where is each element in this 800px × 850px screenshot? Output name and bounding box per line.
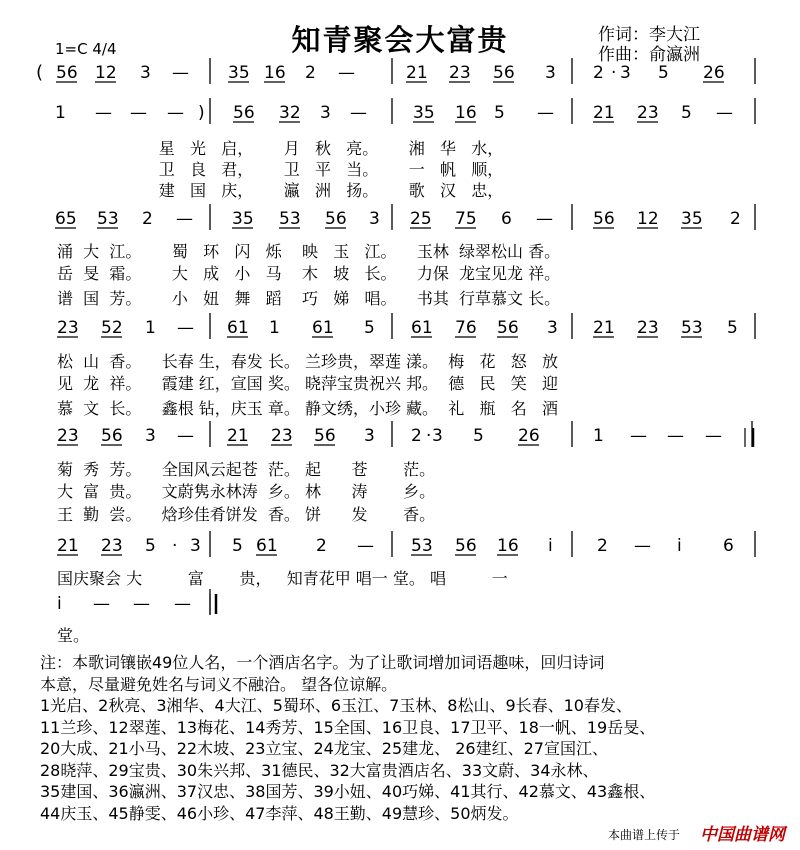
note-1-9: 35: [413, 103, 435, 123]
note-1-0: 1: [55, 103, 66, 123]
note-2-11: —: [536, 209, 553, 229]
page-title: 知青聚会大富贵: [291, 23, 509, 57]
intro-open-paren: (: [36, 62, 44, 83]
note-0-12: 2: [593, 63, 604, 83]
note-4-8: 2: [411, 426, 422, 446]
note-3-9: 76: [455, 318, 477, 338]
lyric-line: 星 光 启， 月 秋 亮。 湘 华 水，: [57, 139, 504, 158]
note-0-11: 3: [545, 63, 556, 83]
note-5-16: 6: [723, 536, 734, 556]
note-3-8: 61: [411, 318, 433, 338]
lyric-line: 建 国 庆， 瀛 洲 扬。 歌 汉 忠，: [57, 181, 504, 200]
note-3-13: 23: [637, 318, 659, 338]
note-6-3: —: [174, 594, 191, 614]
note-5-15: i: [677, 536, 682, 556]
upload-credit: 本曲谱上传于: [608, 828, 681, 842]
note-4-5: 23: [271, 426, 293, 446]
note-4-3: —: [177, 426, 194, 446]
note-2-5: 53: [279, 209, 301, 229]
note-0-7: —: [338, 63, 355, 83]
note-4-15: —: [667, 426, 684, 446]
note-3-2: 1: [145, 318, 156, 338]
note-3-12: 21: [593, 318, 615, 338]
note-1-10: 16: [455, 103, 477, 123]
note-0-9: 23: [449, 63, 471, 83]
note-4-1: 56: [101, 426, 123, 446]
note-3-0: 23: [57, 318, 79, 338]
note-3-5: 1: [269, 318, 280, 338]
composer-credit: 作曲：俞瀛洲: [598, 45, 700, 65]
lyric-line: 见 龙 祥。 霞建 红，宣国 奖。 晓萍宝贵祝兴 邦。 德 民 笑 迎: [57, 374, 558, 393]
note-1-2: —: [130, 103, 147, 123]
note-4-6: 56: [314, 426, 336, 446]
lyric-line: 菊 秀 芳。 全国风云起苍 茫。 起 苍 茫。: [57, 460, 436, 479]
note-5-1: 23: [101, 536, 123, 556]
note-line: 本意，尽量避免姓名与词义不融洽。 望各位谅解。: [40, 674, 398, 694]
note-0-16: 26: [703, 63, 725, 83]
note-3-6: 61: [312, 318, 334, 338]
lyric-line: 王 勤 尝。 焓珍佳肴饼发 香。 饼 发 香。: [57, 505, 436, 524]
note-5-11: 16: [497, 536, 519, 556]
note-2-2: 2: [142, 209, 153, 229]
note-6-2: —: [133, 594, 150, 614]
note-0-8: 21: [406, 63, 428, 83]
note-line: 28晓萍、29宝贵、30朱兴邦、31德民、32大富贵酒店名、33文蔚、34永林、: [40, 760, 599, 780]
note-3-11: 3: [547, 318, 558, 338]
site-logo: 中国曲谱网: [700, 825, 785, 845]
lyric-line: 卫 良 君， 卫 平 当。 一 帆 顺，: [57, 160, 504, 179]
note-4-14: —: [630, 426, 647, 446]
note-1-13: 21: [593, 103, 615, 123]
note-0-13: ·: [611, 63, 617, 83]
note-4-0: 23: [57, 426, 79, 446]
note-2-15: 2: [730, 209, 741, 229]
note-2-14: 35: [681, 209, 703, 229]
note-1-8: —: [350, 103, 367, 123]
note-5-10: 56: [455, 536, 477, 556]
note-5-14: —: [634, 536, 651, 556]
note-0-15: 5: [658, 63, 669, 83]
note-line: 11兰珍、12翠莲、13梅花、14秀芳、15全国、16卫良、17卫平、18一帆、19岳旻、: [40, 717, 656, 737]
note-2-9: 75: [455, 209, 477, 229]
note-3-1: 52: [101, 318, 123, 338]
note-0-5: 16: [264, 63, 286, 83]
note-4-16: —: [705, 426, 722, 446]
note-2-3: —: [176, 209, 193, 229]
note-3-14: 53: [681, 318, 703, 338]
note-4-7: 3: [364, 426, 375, 446]
note-4-11: 5: [473, 426, 484, 446]
note-0-6: 2: [305, 63, 316, 83]
note-3-15: 5: [727, 318, 738, 338]
note-6-1: —: [93, 594, 110, 614]
note-2-4: 35: [232, 209, 254, 229]
note-5-4: 3: [190, 536, 201, 556]
note-0-10: 56: [493, 63, 515, 83]
note-line: 35建国、36瀛洲、37汉忠、38国芳、39小妞、40巧娣、41其行、42慕文、43鑫根、: [40, 782, 656, 801]
lyric-line: 国庆聚会 大 富 贵， 知青花甲 唱一 堂。 唱 一: [57, 569, 508, 588]
note-2-8: 25: [410, 209, 432, 229]
note-1-14: 23: [637, 103, 659, 123]
lyric-line: 大 富 贵。 文蔚隽永林涛 乡。 林 涛 乡。: [57, 482, 436, 501]
note-1-15: 5: [681, 103, 692, 123]
note-3-7: 5: [364, 318, 375, 338]
note-5-0: 21: [57, 536, 79, 556]
note-0-14: 3: [620, 63, 631, 83]
note-2-1: 53: [97, 209, 119, 229]
note-line: 20大成、21小马、22木坡、23立宝、24龙宝、25建龙、 26建红、27宣国江、: [40, 739, 608, 758]
note-4-13: 1: [593, 426, 604, 446]
note-1-5: 56: [233, 103, 255, 123]
lyric-line: 松 山 香。 长春 生，春发 长。 兰珍贵，翠莲 漾。 梅 花 怒 放: [57, 352, 558, 371]
note-1-7: 3: [320, 103, 331, 123]
lyric-line: 谱 国 芳。 小 妞 舞 蹈 巧 娣 唱。 书其 行草慕文 长。: [57, 289, 561, 308]
note-2-13: 12: [637, 209, 659, 229]
note-5-13: 2: [597, 536, 608, 556]
note-3-4: 61: [227, 318, 249, 338]
note-2-12: 56: [593, 209, 615, 229]
note-1-6: 32: [279, 103, 301, 123]
note-5-7: 2: [316, 536, 327, 556]
note-1-4: ): [198, 103, 205, 123]
note-0-0: 56: [56, 63, 78, 83]
lyric-line: 岳 旻 霜。 大 成 小 马 木 坡 长。 力保 龙宝见龙 祥。: [57, 264, 561, 283]
note-0-1: 12: [95, 63, 117, 83]
note-2-7: 3: [369, 209, 380, 229]
note-4-9: ·: [426, 426, 432, 446]
note-2-6: 56: [325, 209, 347, 229]
note-6-0: i: [57, 594, 62, 614]
note-5-2: 5: [145, 536, 156, 556]
lyric-line: 慕 文 长。 鑫根 钻，庆玉 章。 静文绣，小珍 藏。 礼 瓶 名 酒: [57, 399, 558, 418]
note-5-9: 53: [411, 536, 433, 556]
note-1-1: —: [95, 103, 112, 123]
note-5-5: 5: [232, 536, 243, 556]
note-5-3: ·: [172, 536, 178, 556]
note-3-10: 56: [497, 318, 519, 338]
note-line: 1光启、2秋亮、3湘华、4大江、5蜀环、6玉江、7玉林、8松山、9长春、10春发、: [40, 696, 632, 715]
note-4-12: 26: [518, 426, 540, 446]
note-line: 44庆玉、45静雯、46小珍、47李萍、48王勤、49慧珍、50炳发。: [40, 803, 519, 823]
key-signature: 1=C 4/4: [55, 40, 117, 58]
lyric-line: 涌 大 江。 蜀 环 闪 烁 映 玉 江。 玉林 绿翠松山 香。: [57, 242, 561, 261]
note-0-2: 3: [140, 63, 151, 83]
note-1-3: —: [167, 103, 184, 123]
note-1-16: —: [716, 103, 733, 123]
lyric-line: 堂。: [57, 626, 90, 645]
note-0-4: 35: [228, 63, 250, 83]
note-line: 注：本歌词镶嵌49位人名，一个酒店名字。为了让歌词增加词语趣味，回归诗词: [40, 653, 605, 672]
note-2-0: 65: [55, 209, 77, 229]
note-1-12: —: [537, 103, 554, 123]
lyricist-credit: 作词：李大江: [598, 25, 700, 45]
note-4-4: 21: [227, 426, 249, 446]
note-5-6: 61: [256, 536, 278, 556]
note-4-2: 3: [145, 426, 156, 446]
note-2-10: 6: [501, 209, 512, 229]
note-1-11: 5: [494, 103, 505, 123]
note-0-3: —: [172, 63, 189, 83]
note-5-8: —: [357, 536, 374, 556]
note-3-3: —: [177, 318, 194, 338]
note-5-12: i: [548, 536, 553, 556]
note-4-10: 3: [432, 426, 443, 446]
